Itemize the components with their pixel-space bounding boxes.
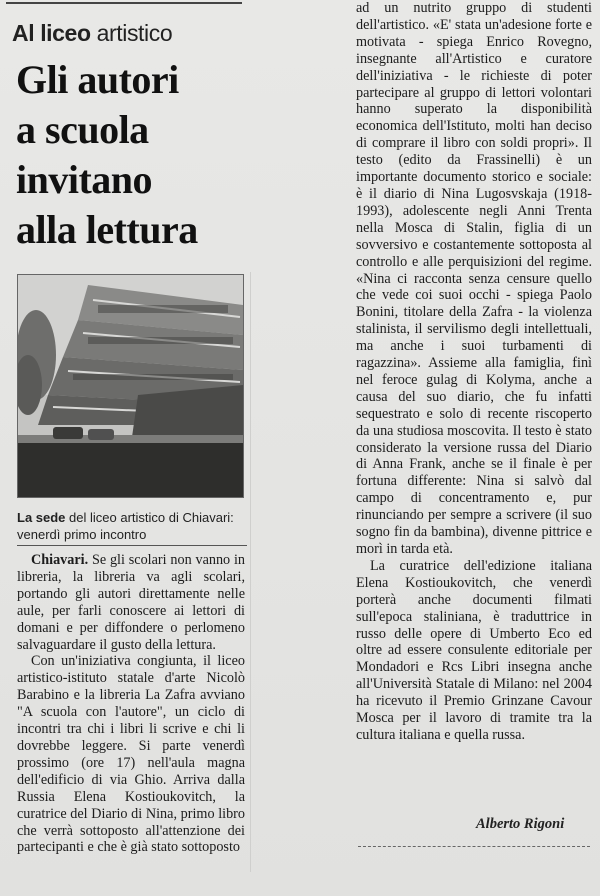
paragraph-3: ad un nutrito gruppo di studenti dell'artistico. «E' stata un'adesione forte e motivata - spiega Enrico Rovegno, insegnante all'Artistico e curatore dell'iniziativa - le richieste di poter partecipare al gruppo di lettori volontari hanno superato la disponibilità economica dell'Istituto, molti han deciso di comprare il libro con soldi propri». Il testo (edito da Frassinelli) è un importante documento storico e sociale: è il diario di Nina Lugosvskaja (1918-1993), adolescente negli Anni Trenta nella Mosca di Stalin, figlia di un sovversivo e costantemente sottoposta al controllo e alle perquisizioni del regime. «Nina ci racconta senza censure quello che vede coi suoi occhi - spiega Paolo Bonini, titolare della Zafra - la violenza stalinista, il servilismo degli intellettuali, ma anche i suoi turbamenti di ragazzina». Assieme alla famiglia, finì nel feroce gulag di Kolyma, anche a causa del suo diario, che fu infatti sequestrato e solo di recente riscoperto da una studiosa moscovita. Il testo è stato considerato la versione russa del Diario di Anna Frank, anche se il finale è per fortuna differente: Nina si salvò dal campo di concentramento e, pur rinunciando per sempre a scrivere (il suo sogno fin da bambina), divenne pittrice e morì in tarda età. [356, 0, 592, 557]
caption-text: del liceo artistico di Chiavari: venerdì primo incontro [17, 510, 234, 542]
paragraph-1-text: Se gli scolari non vanno in libreria, la libreria va agli scolari, portando gli autori direttamente nelle aule, per farli conoscere ai lettori di domani e per diffondere o perlomeno salvaguardare il gusto della lettura. [17, 552, 245, 653]
caption-lead: La sede [17, 510, 66, 525]
dateline: Chiavari. [31, 552, 89, 568]
kicker [12, 20, 172, 47]
article-column-1 [17, 552, 245, 856]
kicker-rest: artistico [90, 20, 173, 46]
headline-line-1: Gli autori [16, 57, 179, 102]
paragraph-2: Con un'iniziativa congiunta, il liceo artistico-istituto statale d'arte Nicolò Barabino e la libreria La Zafra avviano "A scuola con l'autore", un ciclo di incontri tra chi i libri li scrive e chi li dovrebbe leggere. Si parte venerdì prossimo (ore 17) nell'aula magna dell'edificio di via Ghio. Arriva dalla Russia Elena Kostioukovitch, la curatrice del Diario di Nina, primo libro che verrà sottoposto all'attenzione dei partecipanti e che è già stato sottoposto [17, 653, 245, 856]
paragraph-4: La curatrice dell'edizione italiana Elena Kostioukovitch, che venerdì porterà anche documenti filmati sull'epoca staliniana, è traduttrice in russo delle opere di Umberto Eco ed oltre ad essere consulente editoriale per Mondadori e Rcs Libri insegna anche all'Università Statale di Milano: nel 2004 ha ricevuto il Premio Grinzane Cavour Mosca per il lavoro di tramite tra la cultura italiana e quella russa. [356, 557, 592, 743]
headline-line-4: alla lettura [16, 207, 198, 252]
headline [16, 55, 244, 255]
kicker-bold: Al liceo [12, 20, 91, 46]
headline-line-3: invitano [16, 157, 153, 202]
headline-line-2: a scuola [16, 107, 149, 152]
article-column-2 [356, 0, 592, 744]
top-rule [6, 2, 242, 4]
building-illustration [18, 275, 243, 497]
school-building-photo [17, 274, 244, 498]
photo-caption [17, 509, 247, 546]
author-signature: Alberto Rigoni [476, 816, 565, 832]
footer-dashed-rule [358, 846, 590, 847]
column-divider [250, 272, 251, 872]
paragraph-1 [17, 552, 245, 653]
